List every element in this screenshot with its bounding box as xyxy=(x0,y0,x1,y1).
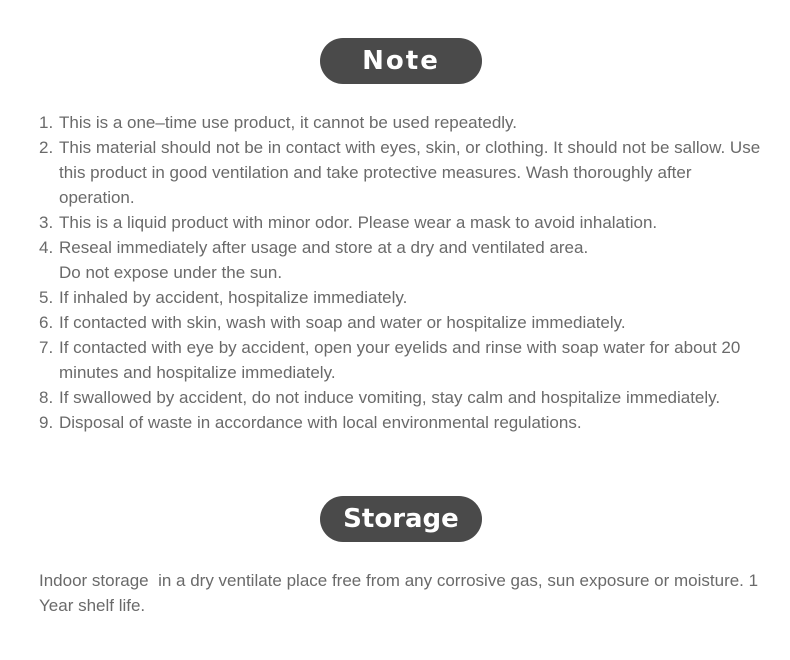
item-number: 8. xyxy=(39,388,54,407)
note-list xyxy=(39,110,764,435)
item-number: 4. xyxy=(39,238,54,257)
item-text: This is a one–time use product, it cannot be used repeatedly. xyxy=(59,113,518,132)
item-text: If contacted with skin, wash with soap and water or hospitalize immediately. xyxy=(59,313,626,332)
list-item xyxy=(39,385,764,410)
storage-description: Indoor storage in a dry ventilate place free from any corrosive gas, sun exposure or moisture. 1 Year shelf life. xyxy=(39,571,763,615)
list-item xyxy=(39,310,764,335)
list-item xyxy=(39,110,764,135)
item-text: If inhaled by accident, hospitalize immediately. xyxy=(59,288,408,307)
item-number: 9. xyxy=(39,413,54,432)
item-number: 2. xyxy=(39,138,54,157)
list-item xyxy=(39,235,764,285)
item-text: If contacted with eye by accident, open your eyelids and rinse with soap water for about 20 minutes and hospitalize immediately. xyxy=(59,338,741,382)
item-text: This material should not be in contact with eyes, skin, or clothing. It should not be sallow. Use this product in good ventilation and take protective measures. Wash thoroughly after operation. xyxy=(59,138,761,207)
item-number: 5. xyxy=(39,288,54,307)
item-text: Reseal immediately after usage and store at a dry and ventilated area. xyxy=(59,238,589,257)
item-text: Disposal of waste in accordance with local environmental regulations. xyxy=(59,413,582,432)
item-number: 6. xyxy=(39,313,54,332)
list-item xyxy=(39,210,764,235)
list-item xyxy=(39,285,764,310)
item-number: 7. xyxy=(39,338,54,357)
item-text: This is a liquid product with minor odor. Please wear a mask to avoid inhalation. xyxy=(59,213,658,232)
storage-heading: Storage xyxy=(320,496,482,542)
item-text: If swallowed by accident, do not induce vomiting, stay calm and hospitalize immediately. xyxy=(59,388,721,407)
list-item xyxy=(39,135,764,210)
list-item xyxy=(39,410,764,435)
item-number: 1. xyxy=(39,113,54,132)
item-number: 3. xyxy=(39,213,54,232)
note-heading: Note xyxy=(320,38,482,84)
list-item xyxy=(39,335,764,385)
item-text-continued: Do not expose under the sun. xyxy=(59,263,283,282)
